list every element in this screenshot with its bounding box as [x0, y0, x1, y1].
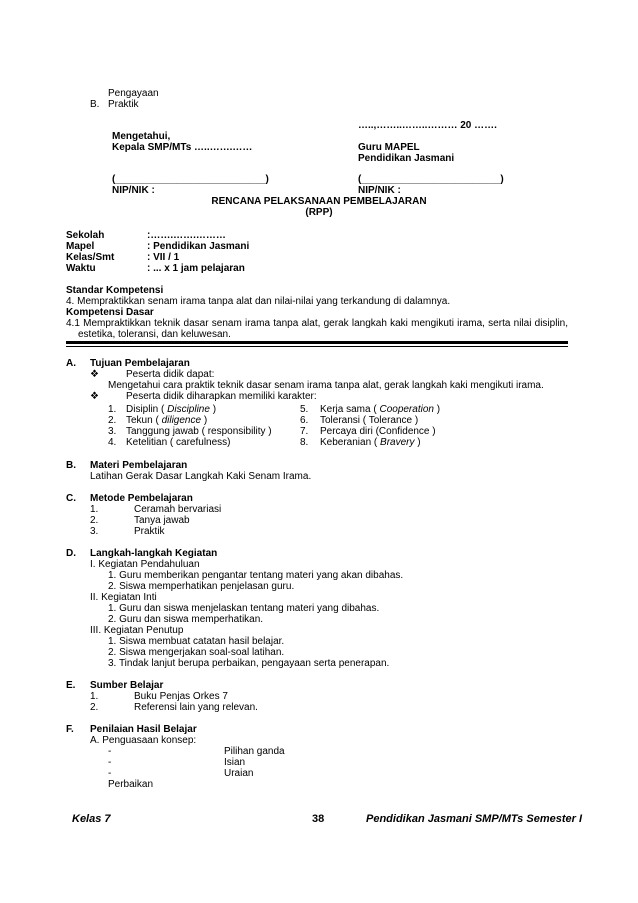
metode-num: 1.	[90, 504, 99, 515]
char-num: 4.	[108, 437, 117, 448]
char-item: Toleransi ( Tolerance )	[320, 415, 419, 426]
metode-item: Praktik	[134, 526, 165, 537]
mengetahui-label: Mengetahui,	[112, 131, 171, 142]
section-e-heading: Sumber Belajar	[90, 680, 164, 691]
diamond-bullet-icon: ❖	[90, 369, 99, 380]
identity-value: :…….…….………	[147, 230, 226, 241]
section-a-letter: A.	[66, 358, 76, 369]
guru-label: Guru MAPEL	[358, 142, 420, 153]
char-item: Tanggung jawab ( responsibility )	[126, 426, 272, 437]
praktik-text: Praktik	[108, 99, 139, 110]
section-c-letter: C.	[66, 493, 76, 504]
kegiatan-step: 1. Guru dan siswa menjelaskan tentang materi yang dibahas.	[108, 603, 380, 614]
char-num: 8.	[300, 437, 309, 448]
divider-thick	[66, 341, 568, 344]
identity-label: Sekolah	[66, 230, 105, 241]
kd-heading: Kompetensi Dasar	[66, 307, 154, 318]
dash-bullet: -	[108, 757, 112, 768]
metode-item: Ceramah bervariasi	[134, 504, 222, 515]
section-a-heading: Tujuan Pembelajaran	[90, 358, 190, 369]
metode-item: Tanya jawab	[134, 515, 190, 526]
section-e-letter: E.	[66, 680, 76, 691]
char-num: 1.	[108, 404, 117, 415]
sumber-num: 1.	[90, 691, 99, 702]
page-title: RENCANA PELAKSANAAN PEMBELAJARAN	[211, 196, 427, 207]
page-number: 38	[312, 813, 325, 825]
sk-text: 4. Mempraktikkan senam irama tanpa alat dan nilai-nilai yang terkandung di dalamnya.	[66, 296, 451, 307]
date-line: …..,……..……..……… 20 …….	[358, 120, 497, 131]
kd-text-line1: 4.1 Mempraktikkan teknik dasar senam irama tanpa alat, gerak langkah kaki mengikuti irama, serta nilai disiplin,	[66, 318, 568, 329]
metode-num: 3.	[90, 526, 99, 537]
item-letter-b: B.	[90, 99, 100, 110]
identity-label: Kelas/Smt	[66, 252, 115, 263]
dash-bullet: -	[108, 768, 112, 779]
dash-bullet: -	[108, 746, 112, 757]
kegiatan-step: 2. Siswa memperhatikan penjelasan guru.	[108, 581, 295, 592]
section-d-letter: D.	[66, 548, 76, 559]
divider-thin	[66, 346, 568, 347]
section-f-letter: F.	[66, 724, 74, 735]
kepala-label: Kepala SMP/MTs …..…….……	[112, 142, 253, 153]
penilaian-item: Isian	[224, 757, 246, 768]
page-subtitle: (RPP)	[305, 207, 333, 218]
identity-value: : VII / 1	[147, 252, 180, 263]
left-signature-blank: (___________________________)	[112, 174, 269, 185]
char-item: Keberanian ( Bravery )	[320, 437, 421, 448]
kd-text-line2: estetika, toleransi, dan keluwesan.	[78, 329, 231, 340]
char-num: 7.	[300, 426, 309, 437]
penilaian-item: Uraian	[224, 768, 254, 779]
identity-value: : Pendidikan Jasmani	[147, 241, 250, 252]
char-item: Kerja sama ( Cooperation )	[320, 404, 441, 415]
section-d-heading: Langkah-langkah Kegiatan	[90, 548, 218, 559]
sumber-item: Buku Penjas Orkes 7	[134, 691, 228, 702]
footer-class: Kelas 7	[72, 813, 111, 825]
penjas-label: Pendidikan Jasmani	[358, 153, 455, 164]
nip-left: NIP/NIK :	[112, 185, 155, 196]
char-item: Disiplin ( Discipline )	[126, 404, 217, 415]
char-num: 5.	[300, 404, 309, 415]
char-num: 3.	[108, 426, 117, 437]
sumber-num: 2.	[90, 702, 99, 713]
char-item: Tekun ( diligence )	[126, 415, 208, 426]
tujuan-text-1: Mengetahui cara praktik teknik dasar senam irama tanpa alat, gerak langkah kaki mengikuti irama.	[108, 380, 544, 391]
kegiatan-inti: II. Kegiatan Inti	[90, 592, 157, 603]
nip-right: NIP/NIK :	[358, 185, 401, 196]
identity-value: : ... x 1 jam pelajaran	[147, 263, 245, 274]
footer-title: Pendidikan Jasmani SMP/MTs Semester I	[366, 813, 583, 825]
tujuan-bullet-1: Peserta didik dapat:	[126, 369, 215, 380]
kegiatan-step: 1. Siswa membuat catatan hasil belajar.	[108, 636, 285, 647]
right-signature-blank: (_________________________)	[358, 174, 504, 185]
char-item: Percaya diri (Confidence )	[320, 426, 436, 437]
char-num: 2.	[108, 415, 117, 426]
metode-num: 2.	[90, 515, 99, 526]
sk-heading: Standar Kompetensi	[66, 285, 164, 296]
section-c-heading: Metode Pembelajaran	[90, 493, 193, 504]
materi-text: Latihan Gerak Dasar Langkah Kaki Senam Irama.	[90, 471, 312, 482]
kegiatan-step: 1. Guru memberikan pengantar tentang materi yang akan dibahas.	[108, 570, 404, 581]
identity-label: Waktu	[66, 263, 96, 274]
tujuan-bullet-2: Peserta didik diharapkan memiliki karakter:	[126, 391, 317, 402]
perbaikan-text: Perbaikan	[108, 779, 154, 790]
sumber-item: Referensi lain yang relevan.	[134, 702, 258, 713]
char-num: 6.	[300, 415, 309, 426]
char-item: Ketelitian ( carefulness)	[126, 437, 231, 448]
section-b-heading: Materi Pembelajaran	[90, 460, 188, 471]
pengayaan-text: Pengayaan	[108, 88, 159, 99]
identity-label: Mapel	[66, 241, 95, 252]
diamond-bullet-icon: ❖	[90, 391, 99, 402]
penilaian-item: Pilihan ganda	[224, 746, 285, 757]
penguasaan-konsep: A. Penguasaan konsep:	[90, 735, 197, 746]
section-f-heading: Penilaian Hasil Belajar	[90, 724, 197, 735]
kegiatan-pendahuluan: I. Kegiatan Pendahuluan	[90, 559, 200, 570]
kegiatan-penutup: III. Kegiatan Penutup	[90, 625, 184, 636]
kegiatan-step: 3. Tindak lanjut berupa perbaikan, pengayaan serta penerapan.	[108, 658, 390, 669]
kegiatan-step: 2. Guru dan siswa memperhatikan.	[108, 614, 264, 625]
kegiatan-step: 2. Siswa mengerjakan soal-soal latihan.	[108, 647, 285, 658]
section-b-letter: B.	[66, 460, 76, 471]
